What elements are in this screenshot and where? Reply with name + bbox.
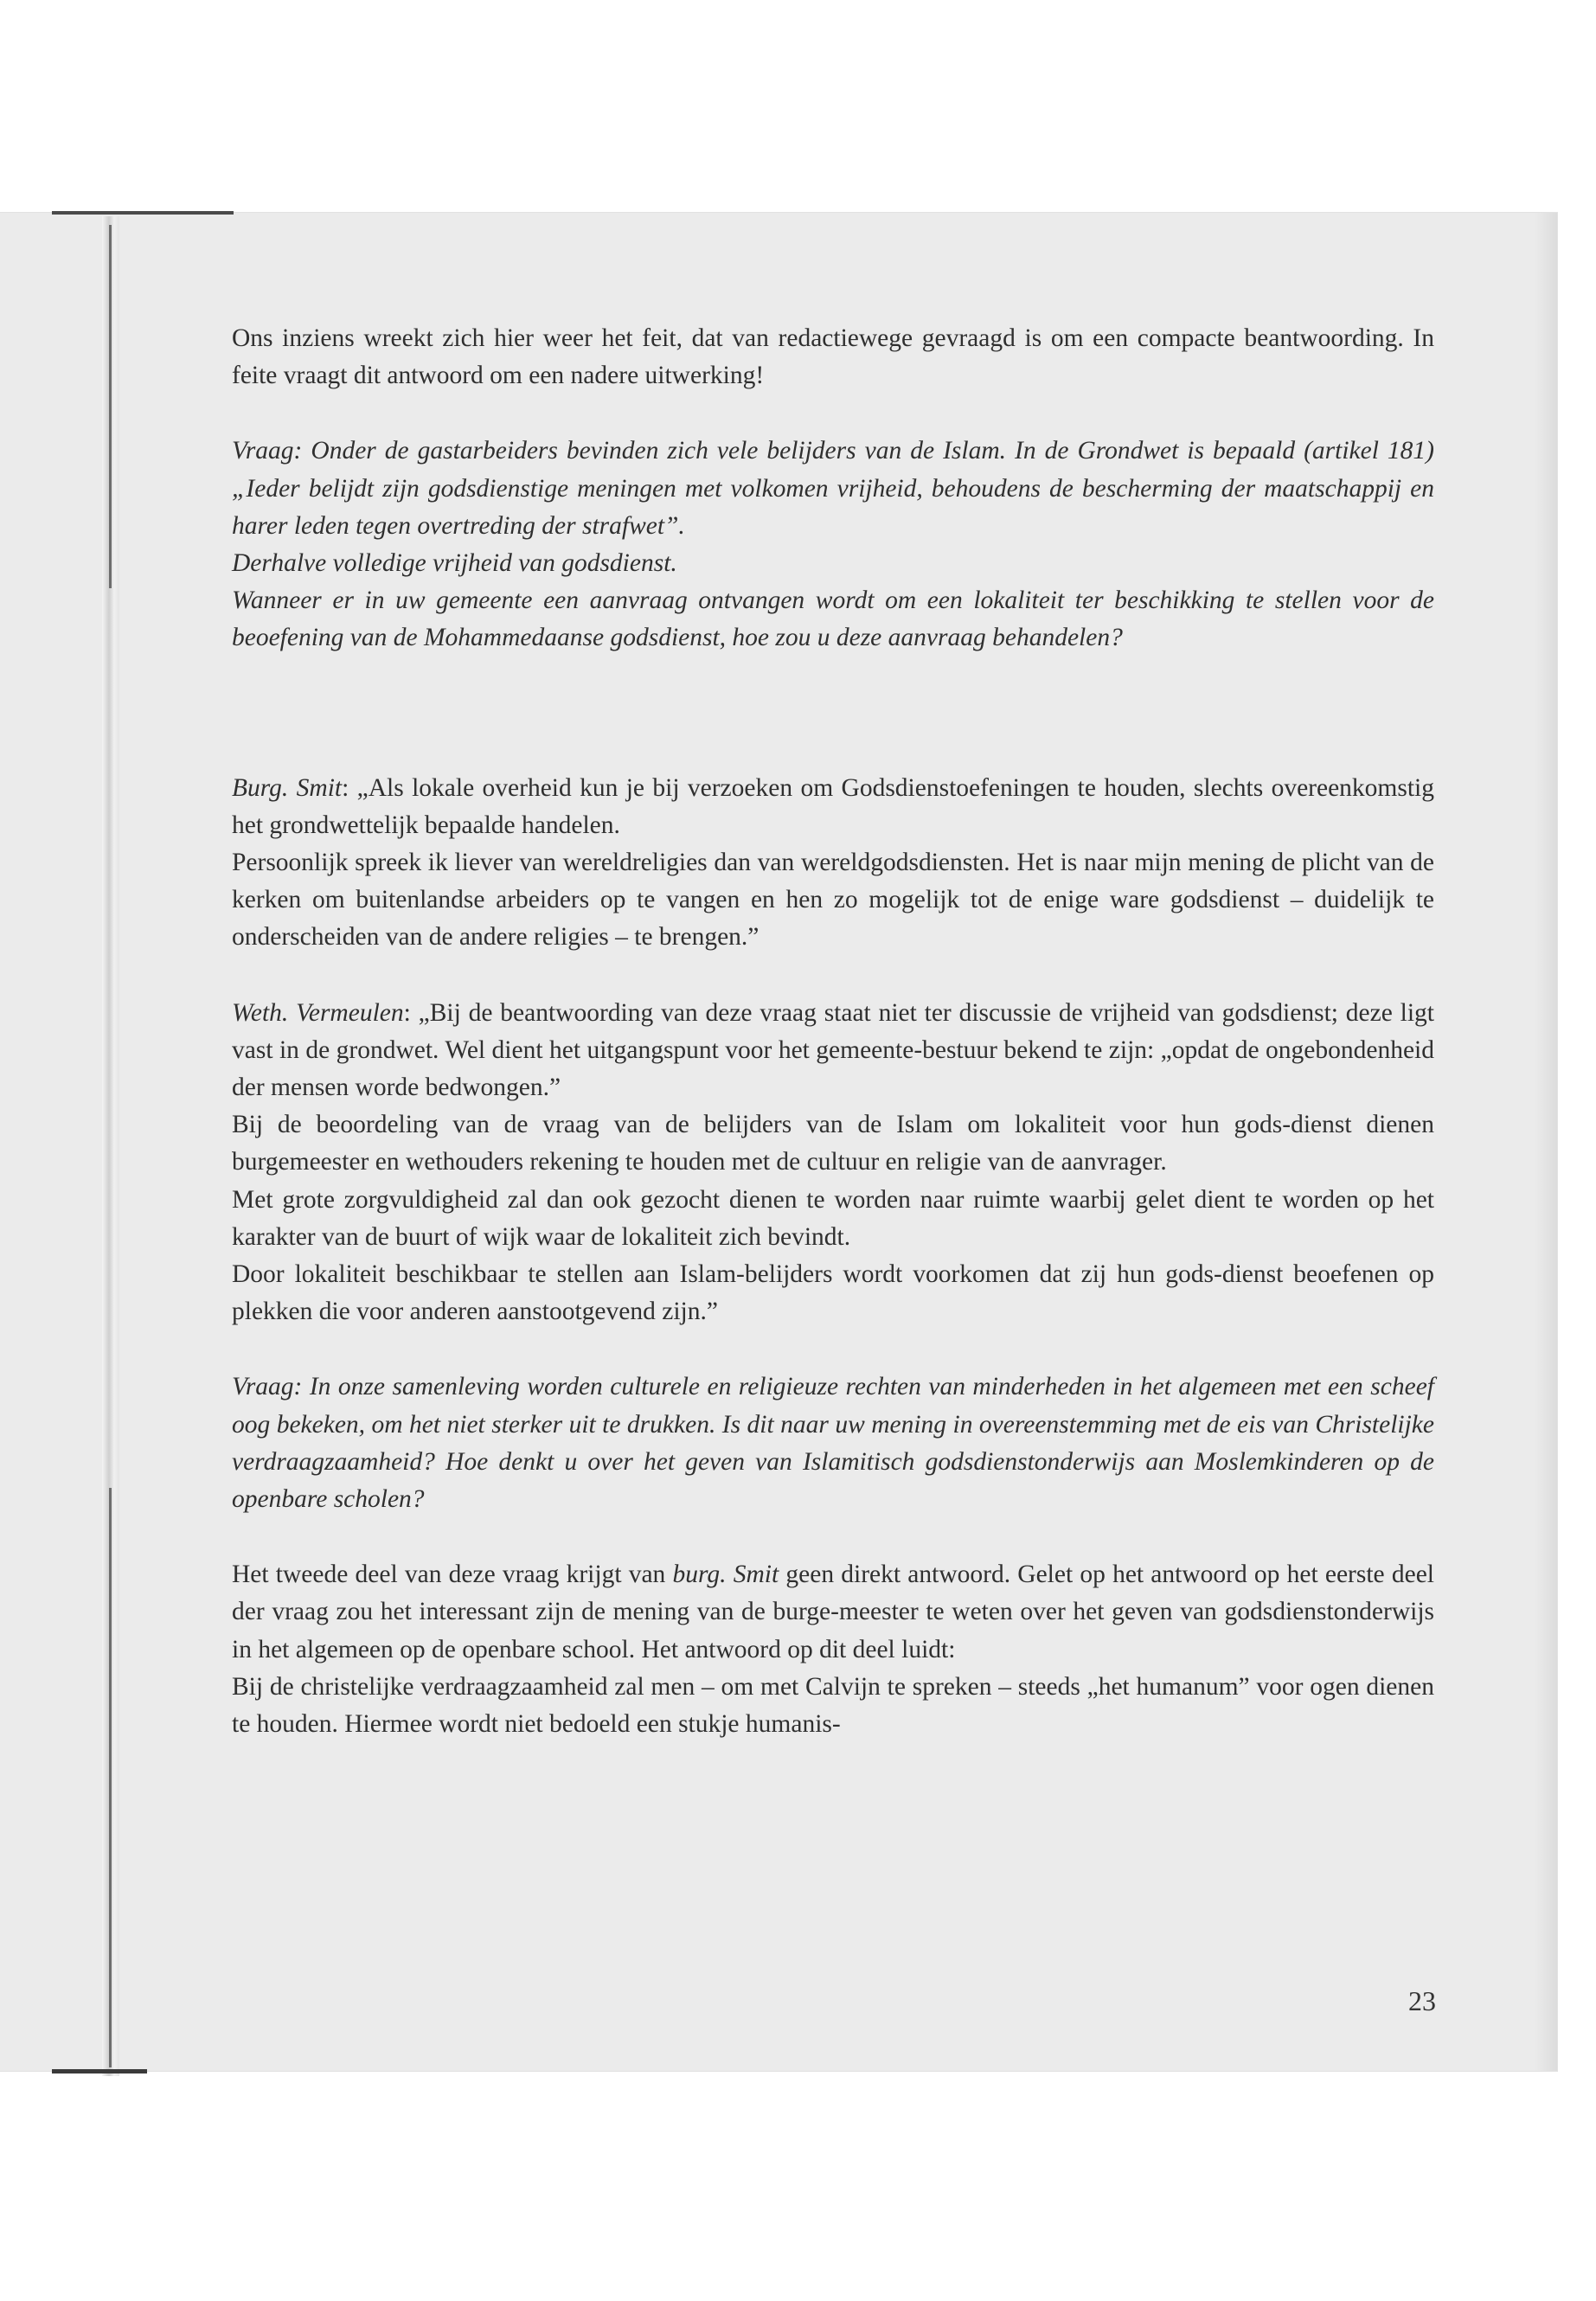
intro-paragraph: Ons inziens wreekt zich hier weer het feit, dat van redactiewege gevraagd is om een compacte beantwoording. In feite vraagt dit antwoord om een nadere uitwerking! [232, 324, 1434, 390]
answer-vermeulen-cont: Bij de beoordeling van de vraag van de belijders van de Islam om lokaliteit voor hun gods-dienst dienen burgemeester en wethouders rekening te houden met de cultuur en religie van de aanvrager. [232, 1111, 1434, 1176]
closing-paragraph-cont: Bij de christelijke verdraagzaamheid zal men – om met Calvijn te spreken – steeds „het humanum” voor ogen dienen te houden. Hiermee wordt niet bedoeld een stukje humanis- [232, 1672, 1434, 1739]
page-text-column [232, 320, 1434, 1743]
speaker-name: Burg. Smit [232, 773, 343, 802]
spine-line [109, 1488, 112, 2067]
answer-vermeulen-cont: Door lokaliteit beschikbaar te stellen aan Islam-belijders wordt voorkomen dat zij hun gods-dienst beoefenen op plekken die voor anderen aanstootgevend zijn.” [232, 1260, 1434, 1326]
answer-vermeulen: Weth. Vermeulen: „Bij de beantwoording van deze vraag staat niet ter discussie de vrijheid van godsdienst; deze ligt vast in de grondwet. Wel dient het uitgangspunt voor het gemeente-bestuur bekend te zijn: „opdat de ongebondenheid der mensen worde bedwongen.” [232, 998, 1434, 1102]
binding-bottom-edge [52, 2069, 147, 2073]
speaker-name: Weth. Vermeulen [232, 998, 404, 1027]
question-1: Vraag: Onder de gastarbeiders bevinden zich vele belijders van de Islam. In de Grondwet is bepaald (artikel 181) „Ieder belijdt zijn godsdienstige meningen met volkomen vrijheid, behoudens de bescherming der maatschappij en harer leden tegen overtreding der strafwet”. [232, 437, 1434, 540]
speaker-name: burg. Smit [672, 1561, 779, 1589]
binding-top-edge [52, 211, 234, 215]
question-1-line: Derhalve volledige vrijheid van godsdienst. [232, 549, 677, 578]
page-number: 23 [1408, 1985, 1436, 2016]
page-edge-shade [1535, 213, 1557, 2071]
answer-smit: Burg. Smit: „Als lokale overheid kun je bij verzoeken om Godsdienstoefeningen te houden, slechts overeenkomstig het grondwettelijk bepaalde handelen. [232, 773, 1434, 839]
answer-vermeulen-cont: Met grote zorgvuldigheid zal dan ook gezocht dienen te worden naar ruimte waarbij gelet dient te worden op het karakter van de buurt of wijk waar de lokaliteit zich bevindt. [232, 1185, 1434, 1251]
answer-smit-cont: Persoonlijk spreek ik liever van wereldreligies dan van wereldgodsdiensten. Het is naar mijn mening de plicht van de kerken om buitenlandse arbeiders op te vangen en hen zo mogelijk tot de enige ware godsdienst – duidelijk te onderscheiden van de andere religies – te brengen.” [232, 849, 1434, 952]
question-2: Vraag: In onze samenleving worden culturele en religieuze rechten van minderheden in het algemeen met een scheef oog bekeken, om het niet sterker uit te drukken. Is dit naar uw mening in overeenstemming met de eis van Christelijke verdraagzaamheid? Hoe denkt u over het geven van Islamitisch godsdienstonderwijs aan Moslemkinderen op de openbare scholen? [232, 1373, 1434, 1514]
question-1-ask: Wanneer er in uw gemeente een aanvraag ontvangen wordt om een lokaliteit ter beschikking te stellen voor de beoefening van de Mohammedaanse godsdienst, hoe zou u deze aanvraag behandelen? [232, 586, 1434, 652]
closing-paragraph: Het tweede deel van deze vraag krijgt van burg. Smit geen direkt antwoord. Gelet op het antwoord op het eerste deel der vraag zou het interessant zijn de mening van de burge-meester te weten over het geven van godsdienstonderwijs in het algemeen op de openbare school. Het antwoord op dit deel luidt: [232, 1561, 1434, 1663]
spine-line [109, 225, 112, 588]
